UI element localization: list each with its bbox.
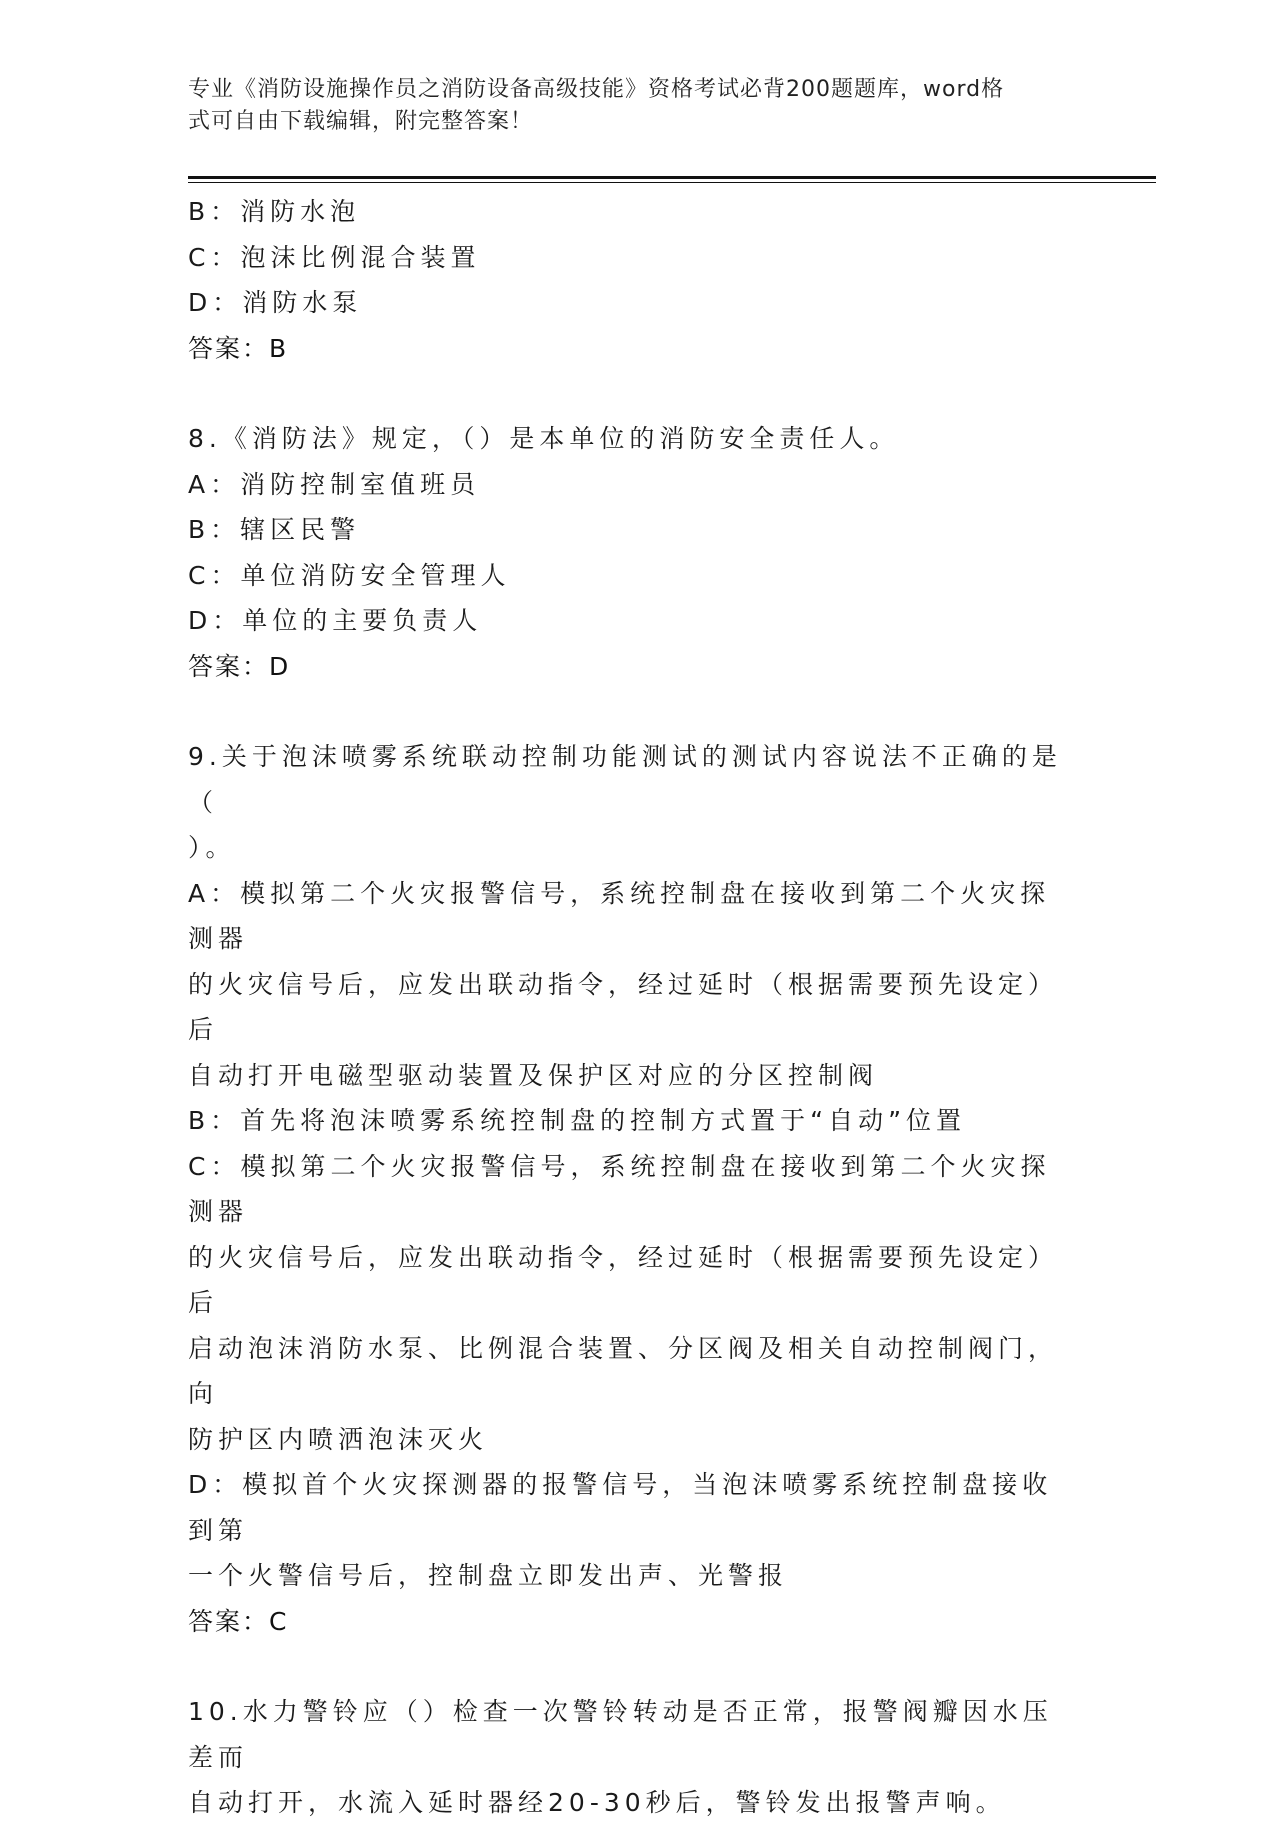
document-header: [188, 74, 1088, 138]
q10-stem-line-1: 10.水力警铃应（）检查一次警铃转动是否正常，报警阀瓣因水压差而: [188, 1697, 1053, 1772]
q8-option-b: B：辖区民警: [188, 515, 361, 544]
spacer: [188, 1644, 1068, 1689]
q7-option-c: C：泡沫比例混合装置: [188, 242, 481, 272]
header-rule-thick: [188, 176, 1156, 179]
q8-answer: 答案：D: [188, 651, 291, 681]
q9-option-d-line-1: D：模拟首个火灾探测器的报警信号，当泡沫喷雾系统控制盘接收到第: [188, 1470, 1053, 1545]
question-7-tail: [188, 189, 1068, 371]
question-8: [188, 416, 1068, 689]
q8-option-c: C：单位消防安全管理人: [188, 560, 511, 590]
question-10: [188, 1689, 1068, 1826]
q8-option-a: A：消防控制室值班员: [188, 469, 481, 499]
q10-stem-line-2: 自动打开，水流入延时器经20-30秒后，警铃发出报警声响。: [188, 1788, 1006, 1817]
q9-stem-line-2: ）。: [188, 833, 236, 862]
q9-option-c-line-3: 启动泡沫消防水泵、比例混合装置、分区阀及相关自动控制阀门，向: [188, 1333, 1059, 1408]
q8-option-d: D：单位的主要负责人: [188, 606, 483, 635]
question-content: [188, 189, 1068, 1826]
q7-answer: 答案：B: [188, 333, 289, 363]
q9-option-a-line-2: 的火灾信号后，应发出联动指令，经过延时（根据需要预先设定）后: [188, 969, 1059, 1044]
header-line-2: 式可自由下载编辑，附完整答案！: [188, 109, 534, 134]
q9-option-a-line-1: A：模拟第二个火灾报警信号，系统控制盘在接收到第二个火灾探测器: [188, 878, 1051, 953]
q9-option-c-line-4: 防护区内喷洒泡沫灭火: [188, 1424, 489, 1454]
q9-option-b: B：首先将泡沫喷雾系统控制盘的控制方式置于“自动”位置: [188, 1106, 967, 1135]
q8-stem: 8.《消防法》规定，（）是本单位的消防安全责任人。: [188, 424, 900, 453]
q9-option-c-line-2: 的火灾信号后，应发出联动指令，经过延时（根据需要预先设定）后: [188, 1242, 1059, 1317]
q9-answer: 答案：C: [188, 1606, 289, 1636]
question-9: [188, 734, 1068, 1644]
q9-option-c-line-1: C：模拟第二个火灾报警信号，系统控制盘在接收到第二个火灾探测器: [188, 1151, 1051, 1226]
header-line-1: 专业《消防设施操作员之消防设备高级技能》资格考试必背200题题库，word格: [188, 77, 1005, 102]
spacer: [188, 689, 1068, 734]
header-rule-thin: [188, 182, 1156, 183]
q9-stem-line-1: 9.关于泡沫喷雾系统联动控制功能测试的测试内容说法不正确的是（: [188, 742, 1062, 817]
spacer: [188, 371, 1068, 416]
q7-option-b: B：消防水泡: [188, 197, 361, 226]
q9-option-a-line-3: 自动打开电磁型驱动装置及保护区对应的分区控制阀: [188, 1060, 879, 1090]
q9-option-d-line-2: 一个火警信号后，控制盘立即发出声、光警报: [188, 1561, 789, 1590]
q7-option-d: D：消防水泵: [188, 288, 363, 317]
